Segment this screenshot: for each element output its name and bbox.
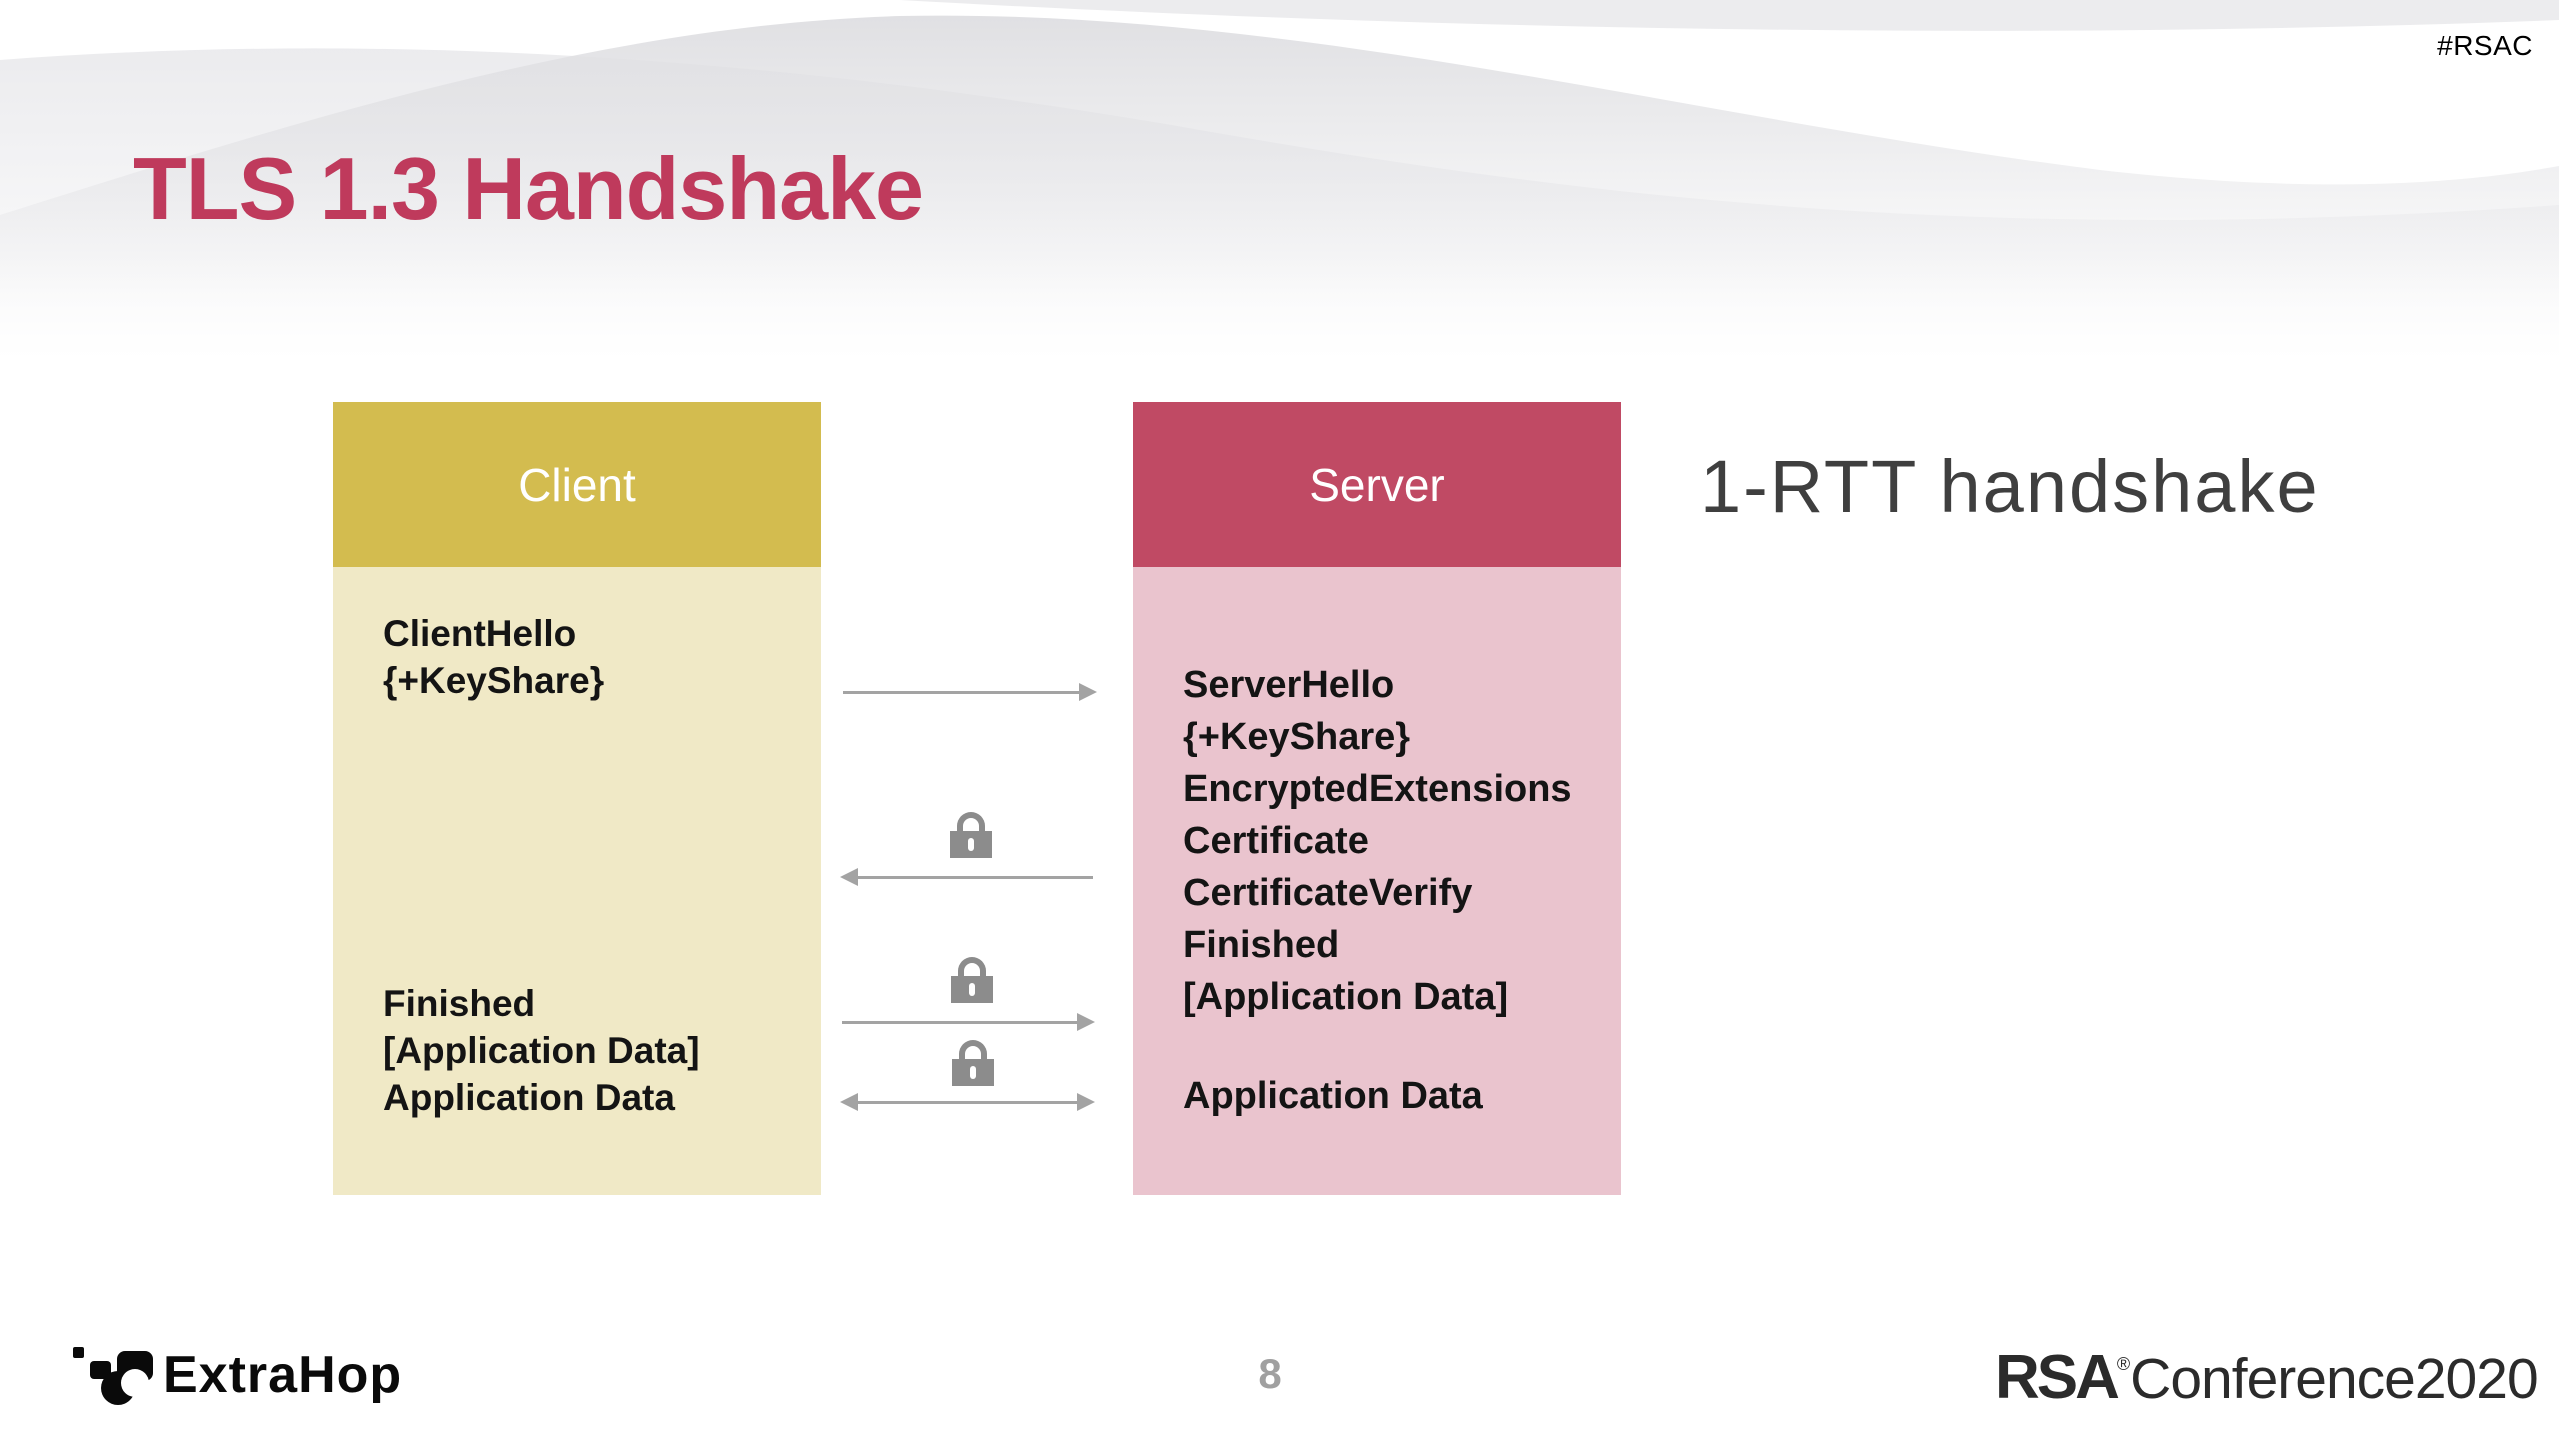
rtt-handshake-label: 1-RTT handshake xyxy=(1700,445,2320,528)
rsac-hashtag: #RSAC xyxy=(2437,30,2533,61)
client-msg-line: Finished xyxy=(383,983,536,1024)
conference-wordmark: Conference2020 xyxy=(2130,1347,2538,1411)
lock-icon xyxy=(950,812,992,858)
server-msg-line: EncryptedExtensions xyxy=(1183,768,1572,810)
server-msg-line: ServerHello xyxy=(1183,664,1395,706)
client-header xyxy=(333,402,821,567)
lock-keyhole xyxy=(969,983,975,996)
client-msg-line: Application Data xyxy=(383,1077,675,1118)
registered-mark: ® xyxy=(2116,1354,2131,1374)
lock-keyhole xyxy=(968,838,974,851)
client-header-label: Client xyxy=(518,458,636,511)
server-header-label: Server xyxy=(1309,458,1445,511)
server-column xyxy=(1133,402,1621,1195)
rsa-conference-logo xyxy=(1995,1342,2538,1413)
lock-shackle xyxy=(957,812,985,832)
extrahop-logo xyxy=(73,1340,402,1410)
rsa-wordmark: RSA xyxy=(1995,1343,2117,1412)
extrahop-wordmark: ExtraHop xyxy=(163,1346,403,1404)
server-msg-line: Finished xyxy=(1183,924,1340,966)
client-msg-line: {+KeyShare} xyxy=(383,660,605,701)
lock-shackle xyxy=(958,957,986,977)
client-msg-line: ClientHello xyxy=(383,613,577,654)
arrow-bidirectional xyxy=(854,1101,1081,1104)
page-number: 8 xyxy=(1258,1350,1282,1397)
arrow-client-to-server-2 xyxy=(842,1021,1081,1024)
slide-title: TLS 1.3 Handshake xyxy=(133,138,923,238)
lock-keyhole xyxy=(970,1066,976,1079)
client-column xyxy=(333,402,821,1195)
server-msg-line: CertificateVerify xyxy=(1183,872,1473,914)
server-msg-line: {+KeyShare} xyxy=(1183,716,1411,758)
lock-icon xyxy=(951,957,993,1003)
server-hello-message xyxy=(1183,659,1607,1023)
extrahop-icon xyxy=(73,1343,159,1407)
lock-icon xyxy=(952,1040,994,1086)
server-msg-line: Application Data xyxy=(1183,1075,1483,1117)
arrow-client-to-server-1 xyxy=(843,691,1083,694)
lock-shackle xyxy=(959,1040,987,1060)
server-header xyxy=(1133,402,1621,567)
client-finished-message xyxy=(383,980,807,1121)
arrow-server-to-client xyxy=(854,876,1093,879)
client-msg-line: [Application Data] xyxy=(383,1030,700,1071)
server-application-data-message xyxy=(1183,1070,1607,1122)
server-msg-line: [Application Data] xyxy=(1183,976,1509,1018)
client-hello-message xyxy=(383,610,807,704)
server-msg-line: Certificate xyxy=(1183,820,1369,862)
